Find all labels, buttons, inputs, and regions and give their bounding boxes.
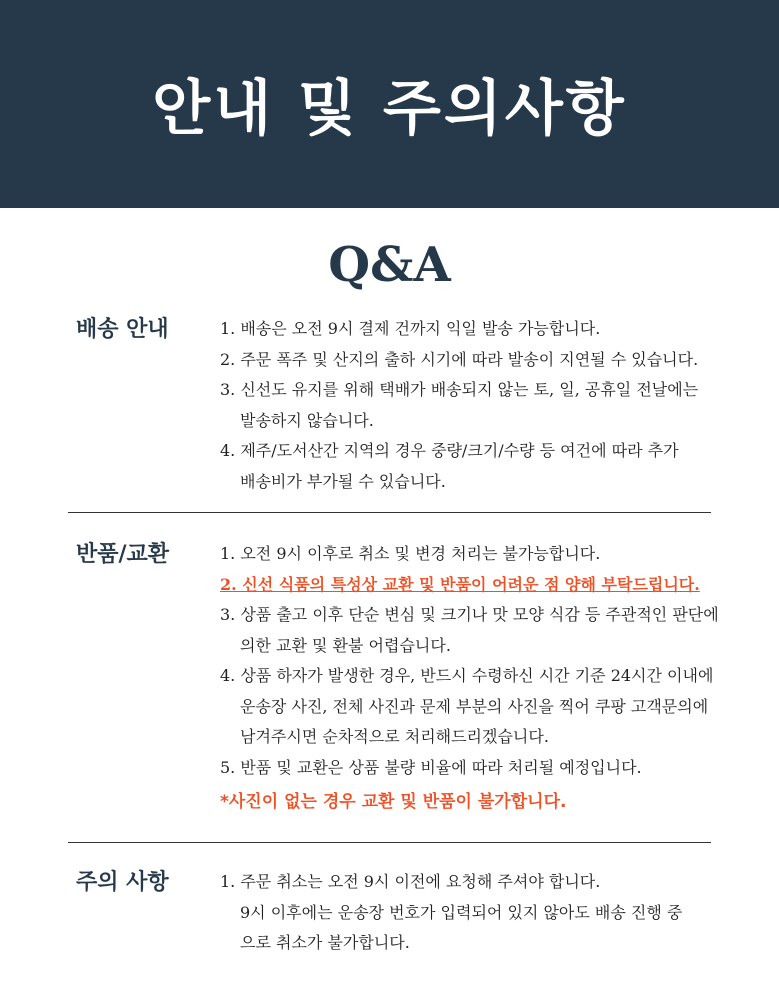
section-label-caution: 주의 사항 bbox=[76, 870, 169, 895]
item-text: 1. 배송은 오전 9시 결제 건까지 익일 발송 가능합니다. bbox=[220, 319, 601, 338]
shipping-list bbox=[220, 314, 720, 497]
item-text: 1. 오전 9시 이후로 취소 및 변경 처리는 불가능합니다. bbox=[220, 544, 601, 563]
item-text: 5. 반품 및 교환은 상품 불량 비율에 따라 처리될 예정입니다. bbox=[220, 757, 642, 777]
divider bbox=[68, 512, 711, 513]
item-text-continued: 남겨주시면 순차적으로 처리해드리겠습니다. bbox=[240, 727, 549, 746]
list-item bbox=[220, 436, 720, 497]
list-item bbox=[220, 314, 720, 345]
item-text: 4. 상품 하자가 발생한 경우, 반드시 수령하신 시간 기준 24시간 이내에 bbox=[220, 666, 714, 685]
section-label-returns: 반품/교환 bbox=[76, 542, 170, 567]
list-item bbox=[220, 539, 720, 570]
item-text-continued: 9시 이후에는 운송장 번호가 입력되어 있지 않아도 배송 진행 중 bbox=[240, 902, 683, 922]
returns-list bbox=[220, 539, 720, 818]
item-text: 1. 주문 취소는 오전 9시 이전에 요청해 주셔야 합니다. bbox=[220, 872, 601, 891]
list-item bbox=[220, 867, 720, 959]
list-item bbox=[220, 753, 720, 784]
item-text: 3. 신선도 유지를 위해 택배가 배송되지 않는 토, 일, 공휴일 전날에는 bbox=[220, 380, 699, 399]
header-banner bbox=[0, 0, 779, 208]
item-text-continued: 발송하지 않습니다. bbox=[240, 410, 374, 430]
list-item bbox=[220, 661, 720, 753]
item-text-continued: 으로 취소가 불가합니다. bbox=[240, 933, 410, 952]
item-text: 3. 상품 출고 이후 단순 변심 및 크기나 맛 모양 식감 등 주관적인 판단에 bbox=[220, 605, 719, 624]
list-item-highlight bbox=[220, 570, 720, 601]
page-title: 안내 및 주의사항 bbox=[152, 74, 627, 144]
list-item bbox=[220, 375, 720, 436]
item-text: 2. 주문 폭주 및 산지의 출하 시기에 따라 발송이 지연될 수 있습니다. bbox=[220, 349, 699, 369]
item-text-continued: 운송장 사진, 전체 사진과 문제 부분의 사진을 찍어 쿠팡 고객문의에 bbox=[240, 696, 709, 716]
item-text-continued: 배송비가 부가될 수 있습니다. bbox=[240, 471, 446, 491]
item-text: 4. 제주/도서산간 지역의 경우 중량/크기/수량 등 여건에 따라 추가 bbox=[220, 441, 679, 460]
divider bbox=[68, 842, 711, 843]
caution-list bbox=[220, 867, 720, 959]
section-label-shipping: 배송 안내 bbox=[76, 317, 169, 342]
list-item bbox=[220, 345, 720, 376]
item-text: 2. 신선 식품의 특성상 교환 및 반품이 어려운 점 양해 부탁드립니다. bbox=[220, 574, 700, 594]
item-text-continued: 의한 교환 및 환불 어렵습니다. bbox=[240, 635, 451, 655]
warning-text: *사진이 없는 경우 교환 및 반품이 불가합니다. bbox=[220, 792, 567, 812]
list-item bbox=[220, 600, 720, 661]
qa-heading: Q&A bbox=[328, 237, 451, 293]
